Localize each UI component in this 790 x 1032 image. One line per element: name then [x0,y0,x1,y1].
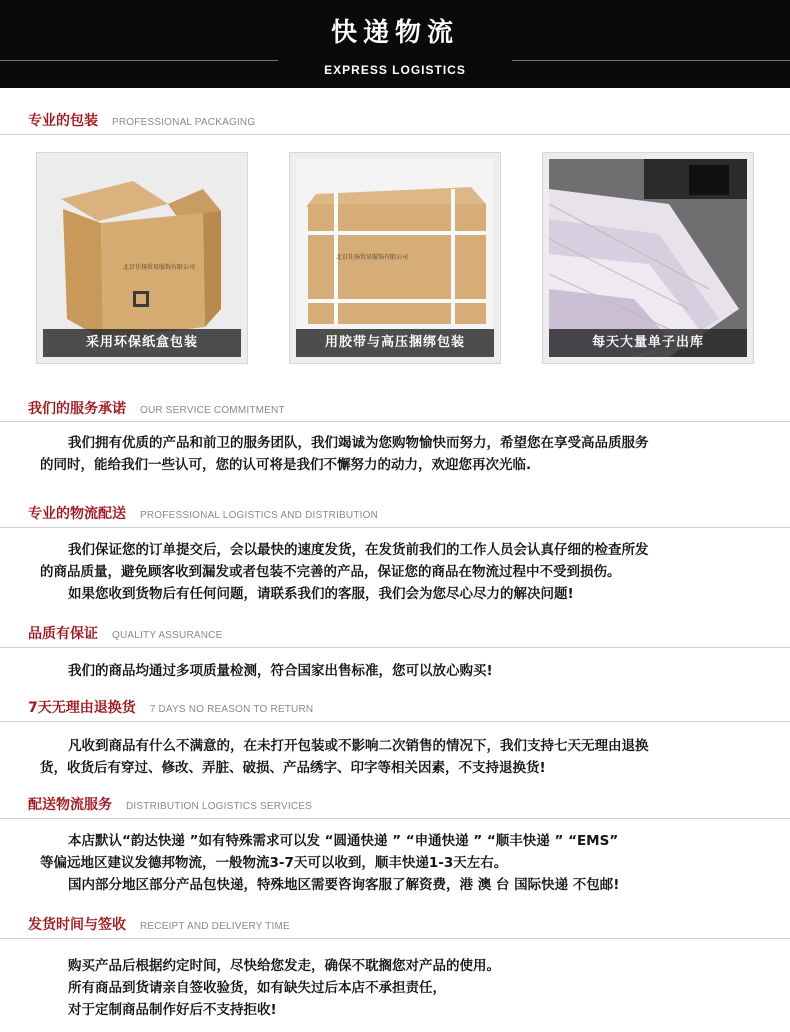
taped-box-image [296,159,494,357]
section-header-distribution [28,794,790,814]
section-header-packaging [28,110,790,130]
divider [0,818,790,819]
text-line: 凡收到商品有什么不满意的，在未打开包装或不影响二次销售的情况下，我们支持七天无理由退换 [68,738,649,754]
delivery-text [68,955,500,1021]
box-print-text: 北京佳扬贸易服饰有限公司 [336,254,409,261]
section-subtitle: DISTRIBUTION LOGISTICS SERVICES [126,801,313,812]
text-line: 的同时，能给我们一些认可，您的认可将是我们不懈努力的动力，欢迎您再次光临. [40,457,532,473]
section-subtitle: PROFESSIONAL LOGISTICS AND DISTRIBUTION [140,510,379,521]
banner-title: 快递物流 [330,18,459,48]
text-line: 我们保证您的订单提交后，会以最快的速度发货，在发货前我们的工作人员会认真仔细的检查所发 [68,542,649,558]
section-header-service [28,398,790,418]
text-line: 如果您收到货物后有任何问题，请联系我们的客服，我们会为您尽心尽力的解决问题! [68,586,574,602]
section-title: 专业的包装 [28,113,98,129]
section-header-logistics [28,503,790,523]
section-subtitle: QUALITY ASSURANCE [112,630,223,641]
returns-text [40,735,649,779]
text-line: 我们拥有优质的产品和前卫的服务团队，我们竭诚为您购物愉快而努力，希望您在享受高品质服务 [68,435,649,451]
text-line: 的商品质量，避免顾客收到漏发或者包装不完善的产品，保证您的商品在物流过程中不受到损伤。 [40,564,621,580]
divider [0,134,790,135]
banner-divider-left [0,60,278,61]
text-line: 等偏远地区建议发德邦物流，一般物流3-7天可以收到，顺丰快递1-3天左右。 [40,855,508,871]
order-stacks-image [549,159,747,357]
photo-caption: 每天大量单子出库 [549,329,747,357]
text-line: 本店默认“韵达快递 ”如有特殊需求可以发 “圆通快递 ” “申通快递 ” “顺丰快递 ” “EMS” [68,833,619,849]
photo-order-stacks [542,152,754,364]
logistics-text [40,539,649,605]
section-title: 配送物流服务 [28,797,112,813]
text-line: 我们的商品均通过多项质量检测，符合国家出售标准，您可以放心购买! [68,663,493,679]
photo-taped-box [289,152,501,364]
section-title: 发货时间与签收 [28,917,126,933]
divider [0,527,790,528]
text-line: 所有商品到货请亲自签收验货，如有缺失过后本店不承担责任， [68,980,446,996]
photo-cardboard-box [36,152,248,364]
section-subtitle: PROFESSIONAL PACKAGING [112,117,256,128]
section-header-returns [28,697,790,717]
photo-caption: 用胶带与高压捆绑包装 [296,329,494,357]
box-print-text: 北京佳扬贸易服饰有限公司 [123,264,196,271]
text-line: 国内部分地区部分产品包快递，特殊地区需要咨询客服了解资费，港 澳 台 国际快递 不包邮! [68,877,620,893]
section-subtitle: RECEIPT AND DELIVERY TIME [140,921,290,932]
divider [0,647,790,648]
text-line: 购买产品后根据约定时间，尽快给您发走，确保不耽搁您对产品的使用。 [68,958,500,974]
section-subtitle: 7 DAYS NO REASON TO RETURN [149,704,314,715]
section-title: 品质有保证 [28,626,98,642]
text-line: 货，收货后有穿过、修改、弄脏、破损、产品绣字、印字等相关因素，不支持退换货! [40,760,546,776]
section-title: 7天无理由退换货 [28,700,136,716]
section-header-delivery [28,914,790,934]
service-text [40,432,649,476]
section-title: 专业的物流配送 [28,506,126,522]
banner-divider-right [512,60,790,61]
text-line: 对于定制商品制作好后不支持拒收! [68,1002,277,1018]
quality-text [40,660,493,682]
banner-subtitle: EXPRESS LOGISTICS [324,63,466,77]
distribution-text [40,830,619,896]
section-header-quality [28,623,790,643]
header-banner [0,0,790,88]
photo-caption: 采用环保纸盒包装 [43,329,241,357]
divider [0,421,790,422]
section-subtitle: OUR SERVICE COMMITMENT [140,405,285,416]
divider [0,721,790,722]
section-title: 我们的服务承诺 [28,401,126,417]
divider [0,938,790,939]
cardboard-box-image [43,159,241,357]
